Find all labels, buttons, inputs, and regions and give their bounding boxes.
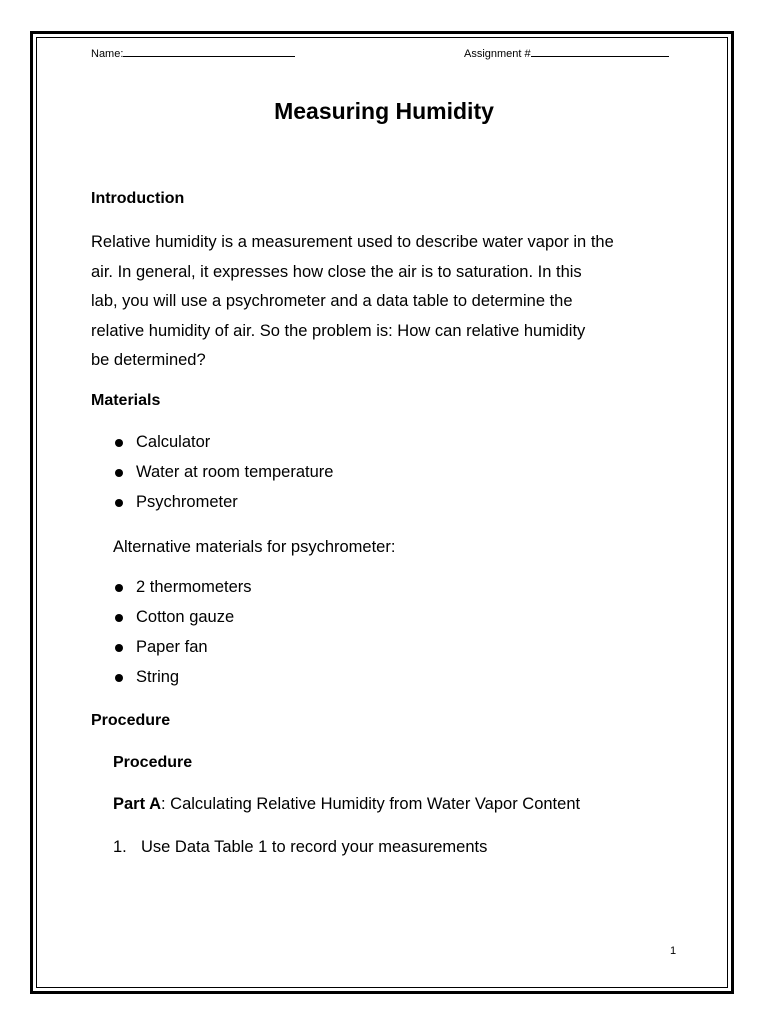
list-item: Psychrometer xyxy=(136,493,238,511)
name-label: Name: xyxy=(91,48,124,60)
introduction-paragraph xyxy=(91,228,614,376)
intro-line: Relative humidity is a measurement used to describe water vapor in the xyxy=(91,233,614,251)
name-blank-line xyxy=(123,55,295,57)
name-field xyxy=(91,48,295,60)
page-number: 1 xyxy=(670,945,677,957)
step-1-number: 1. xyxy=(113,838,127,856)
intro-line: relative humidity of air. So the problem is: How can relative humidity xyxy=(91,321,586,340)
bullet-icon xyxy=(115,674,123,682)
intro-line: air. In general, it expresses how close the air is to saturation. In this xyxy=(91,262,582,281)
assignment-blank-line xyxy=(531,55,669,57)
bullet-icon xyxy=(115,644,123,652)
bullet-icon xyxy=(115,584,123,592)
page-title: Measuring Humidity xyxy=(274,98,494,124)
intro-line: be determined? xyxy=(91,351,206,369)
procedure-subheading: Procedure xyxy=(113,754,193,771)
bullet-icon xyxy=(115,469,123,477)
bullet-icon xyxy=(115,499,123,507)
alternative-materials-label: Alternative materials for psychrometer: xyxy=(113,538,396,556)
list-item: Water at room temperature xyxy=(136,463,334,481)
list-item: Cotton gauze xyxy=(136,608,235,626)
materials-heading: Materials xyxy=(91,392,161,409)
list-item: String xyxy=(136,668,180,686)
list-item: Paper fan xyxy=(136,638,208,656)
bullet-icon xyxy=(115,614,123,622)
procedure-heading: Procedure xyxy=(91,712,171,729)
list-item: 2 thermometers xyxy=(136,578,252,596)
part-a-label: Part A xyxy=(113,795,161,813)
part-a-text: : Calculating Relative Humidity from Water Vapor Content xyxy=(161,795,581,813)
step-1-text: Use Data Table 1 to record your measurements xyxy=(141,838,488,856)
list-item: Calculator xyxy=(136,433,211,451)
intro-line: lab, you will use a psychrometer and a data table to determine the xyxy=(91,292,573,310)
introduction-heading: Introduction xyxy=(91,190,185,207)
part-a-line xyxy=(113,795,580,814)
bullet-icon xyxy=(115,439,123,447)
assignment-label: Assignment # xyxy=(464,48,531,60)
assignment-field xyxy=(464,48,669,60)
